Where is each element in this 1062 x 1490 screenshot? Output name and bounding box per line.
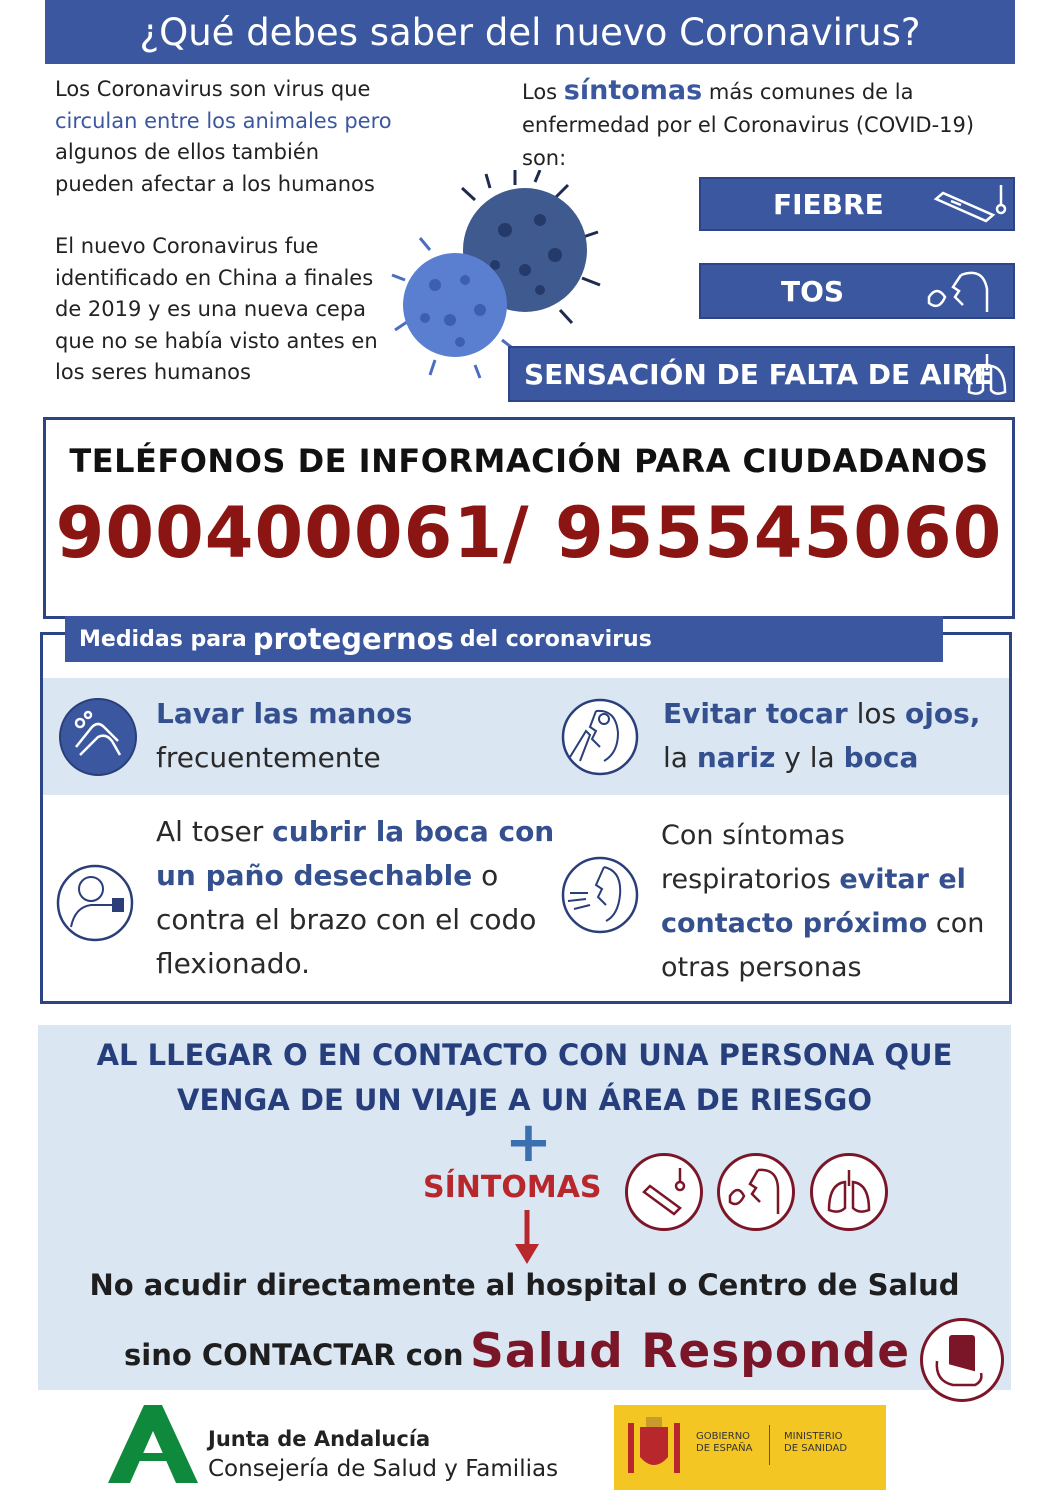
measure-text: con bbox=[927, 908, 985, 939]
gobierno-text bbox=[696, 1431, 752, 1455]
face-touch-icon bbox=[560, 697, 640, 777]
measure-text: y la bbox=[775, 741, 844, 774]
measures-header-text: Medidas para bbox=[79, 626, 247, 652]
measure-wash-hands bbox=[156, 692, 412, 780]
symptoms-intro-text: enfermedad por el Coronavirus (COVID-19) bbox=[522, 113, 975, 137]
consejeria-name: Consejería de Salud y Familias bbox=[208, 1456, 559, 1482]
ministerio-line: MINISTERIO bbox=[784, 1431, 843, 1442]
phone-hand-icon[interactable] bbox=[920, 1318, 1004, 1402]
phone-numbers[interactable]: 900400061/ 955545060 bbox=[55, 492, 1003, 574]
contact-text: sino CONTACTAR con bbox=[124, 1338, 464, 1372]
symptoms-intro-text: son: bbox=[522, 146, 567, 170]
junta-name: Junta de Andalucía bbox=[208, 1427, 431, 1451]
thermometer-icon bbox=[931, 181, 1011, 229]
measures-header-text: del coronavirus bbox=[459, 626, 652, 652]
symptoms-intro-text: más comunes de la bbox=[702, 80, 914, 104]
gobierno-line: DE ESPAÑA bbox=[696, 1443, 753, 1454]
arrow-down-icon bbox=[512, 1210, 542, 1264]
measure-text: Al toser bbox=[156, 815, 273, 848]
fever-circle-icon bbox=[625, 1153, 703, 1231]
measure-text: ojos, bbox=[905, 697, 981, 730]
measure-avoid-touching bbox=[663, 692, 980, 780]
symptom-cough bbox=[699, 263, 1015, 319]
measure-text: flexionado. bbox=[156, 947, 311, 980]
lungs-icon bbox=[965, 352, 1009, 398]
hand-wash-icon bbox=[58, 697, 138, 777]
symptoms-label: SÍNTOMAS bbox=[423, 1170, 602, 1205]
intro-line: circulan entre los animales pero bbox=[55, 108, 392, 133]
ministerio-text bbox=[784, 1431, 847, 1455]
measure-text: respiratorios bbox=[661, 864, 840, 895]
measures-header-keyword: protegernos bbox=[252, 622, 454, 656]
advice-text: No acudir directamente al hospital o Centro de Salud bbox=[89, 1268, 960, 1302]
measure-text: contra el brazo con el codo bbox=[156, 903, 537, 936]
intro-line: El nuevo Coronavirus fue bbox=[55, 234, 319, 258]
measure-text: Lavar las manos bbox=[156, 697, 413, 730]
lungs-circle-icon bbox=[810, 1153, 888, 1231]
measure-text: evitar el bbox=[839, 864, 966, 895]
phone-info-box bbox=[43, 417, 1015, 619]
gobierno-line: GOBIERNO bbox=[696, 1431, 751, 1442]
measure-text: frecuentemente bbox=[156, 741, 381, 774]
measure-text: los bbox=[847, 697, 906, 730]
symptoms-intro bbox=[522, 74, 1002, 175]
symptom-breath bbox=[508, 346, 1015, 402]
symptom-label: SENSACIÓN DE FALTA DE AIRE bbox=[524, 357, 993, 391]
measure-text: un paño desechable bbox=[156, 859, 473, 892]
intro-line: que no se había visto antes en bbox=[55, 328, 378, 353]
gobierno-logo bbox=[614, 1405, 886, 1490]
measure-text: otras personas bbox=[661, 952, 862, 983]
intro-line: los seres humanos bbox=[55, 360, 251, 384]
intro-line: de 2019 y es una nueva cepa bbox=[55, 297, 367, 321]
symptom-fever bbox=[699, 177, 1015, 231]
plus-sign: + bbox=[505, 1110, 552, 1175]
measure-text: Evitar tocar bbox=[663, 697, 848, 730]
symptoms-keyword: síntomas bbox=[563, 75, 703, 106]
salud-responde-label[interactable]: Salud Responde bbox=[470, 1324, 911, 1379]
coat-of-arms-icon bbox=[624, 1413, 684, 1483]
measure-text: boca bbox=[843, 741, 919, 774]
divider bbox=[769, 1425, 770, 1465]
intro-paragraph-1 bbox=[55, 74, 415, 200]
measure-cover-cough bbox=[156, 810, 554, 986]
intro-line: identificado en China a finales bbox=[55, 265, 374, 290]
intro-paragraph-2 bbox=[55, 231, 415, 389]
cough-circle-icon bbox=[717, 1153, 795, 1231]
measure-text: Con síntomas bbox=[661, 820, 845, 851]
ministerio-line: DE SANIDAD bbox=[784, 1443, 848, 1454]
measures-header bbox=[65, 616, 943, 662]
measure-avoid-contact bbox=[661, 814, 984, 990]
symptom-label: TOS bbox=[781, 274, 845, 308]
travel-heading-line-2: VENGA DE UN VIAJE A UN ÁREA DE RIESGO bbox=[177, 1083, 872, 1117]
cough-icon bbox=[921, 267, 1001, 317]
sneeze-icon bbox=[560, 855, 640, 935]
cough-elbow-icon bbox=[55, 863, 135, 943]
travel-heading-line-1: AL LLEGAR O EN CONTACTO CON UNA PERSONA QUE bbox=[96, 1038, 953, 1072]
measure-text: contacto próximo bbox=[661, 908, 928, 939]
intro-line: Los Coronavirus son virus que bbox=[55, 77, 371, 101]
junta-logo-icon bbox=[108, 1405, 198, 1483]
intro-line: algunos de ellos también bbox=[55, 140, 320, 164]
measure-text: nariz bbox=[696, 741, 776, 774]
measure-text: cubrir la boca con bbox=[272, 815, 555, 848]
intro-line: pueden afectar a los humanos bbox=[55, 171, 375, 196]
symptom-label: FIEBRE bbox=[773, 187, 884, 221]
measure-text: la bbox=[663, 741, 697, 774]
measure-text: o bbox=[472, 859, 499, 892]
phone-title: TELÉFONOS DE INFORMACIÓN PARA CIUDADANOS bbox=[69, 442, 989, 480]
page-title: ¿Qué debes saber del nuevo Coronavirus? bbox=[45, 0, 1015, 64]
symptoms-intro-text: Los bbox=[522, 80, 564, 104]
